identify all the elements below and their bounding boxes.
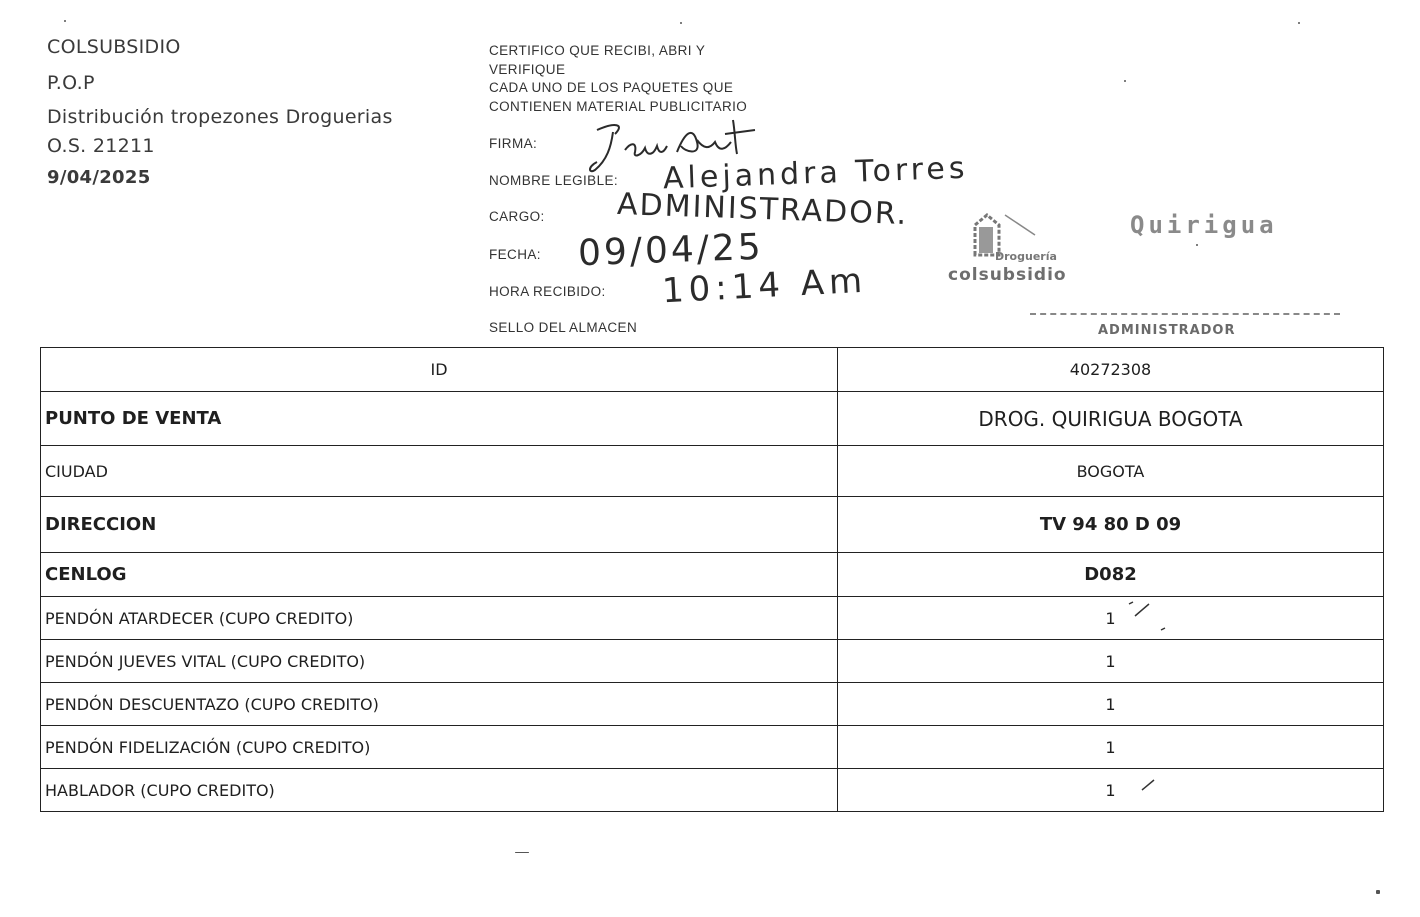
company-name: COLSUBSIDIO bbox=[47, 36, 181, 58]
sello-label: SELLO DEL ALMACEN bbox=[489, 320, 638, 335]
handwritten-hora: 10:14 Am bbox=[661, 260, 869, 312]
table-row bbox=[41, 392, 1384, 446]
order-number: O.S. 21211 bbox=[47, 135, 155, 157]
table-row bbox=[41, 348, 1384, 392]
row-label: PUNTO DE VENTA bbox=[41, 392, 838, 446]
row-value: TV 94 80 D 09 bbox=[838, 497, 1384, 553]
row-label: PENDÓN JUEVES VITAL (CUPO CREDITO) bbox=[41, 640, 838, 683]
scan-speck bbox=[515, 852, 529, 853]
fecha-label: FECHA: bbox=[489, 247, 541, 262]
check-mark-icon bbox=[1138, 774, 1168, 798]
stamp-brand-top: Droguería bbox=[995, 250, 1057, 263]
row-label: CIUDAD bbox=[41, 446, 838, 497]
row-value: 1 bbox=[838, 597, 1384, 640]
cargo-label: CARGO: bbox=[489, 209, 545, 224]
scan-speck bbox=[1298, 22, 1300, 24]
row-value: 1 bbox=[838, 640, 1384, 683]
check-mark-icon bbox=[1125, 598, 1175, 638]
row-label: PENDÓN FIDELIZACIÓN (CUPO CREDITO) bbox=[41, 726, 838, 769]
row-label: PENDÓN DESCUENTAZO (CUPO CREDITO) bbox=[41, 683, 838, 726]
cert-line-2: VERIFIQUE bbox=[489, 61, 566, 77]
store-stamp bbox=[940, 205, 1380, 345]
row-label: DIRECCION bbox=[41, 497, 838, 553]
table-row bbox=[41, 726, 1384, 769]
scan-speck bbox=[680, 22, 682, 24]
table-row bbox=[41, 683, 1384, 726]
table-row bbox=[41, 640, 1384, 683]
stamp-divider bbox=[1030, 313, 1340, 315]
scan-speck bbox=[1376, 890, 1380, 894]
firma-label: FIRMA: bbox=[489, 136, 538, 151]
hora-label: HORA RECIBIDO: bbox=[489, 284, 606, 299]
row-value: 40272308 bbox=[838, 348, 1384, 392]
cert-line-1: CERTIFICO QUE RECIBI, ABRI Y bbox=[489, 43, 706, 58]
table-row bbox=[41, 597, 1384, 640]
row-value: DROG. QUIRIGUA BOGOTA bbox=[838, 392, 1384, 446]
row-value: D082 bbox=[838, 553, 1384, 597]
table-row bbox=[41, 497, 1384, 553]
distribution-description: Distribución tropezones Droguerias bbox=[47, 106, 393, 128]
row-label: HABLADOR (CUPO CREDITO) bbox=[41, 769, 838, 812]
row-value: 1 bbox=[838, 683, 1384, 726]
table-row bbox=[41, 446, 1384, 497]
table-row bbox=[41, 769, 1384, 812]
cert-line-3: CADA UNO DE LOS PAQUETES QUE bbox=[489, 80, 734, 95]
handwritten-name: Alejandra Torres bbox=[662, 150, 970, 197]
row-label: PENDÓN ATARDECER (CUPO CREDITO) bbox=[41, 597, 838, 640]
stamp-brand: colsubsidio bbox=[948, 265, 1067, 285]
certification-statement bbox=[489, 42, 747, 116]
scan-speck bbox=[64, 20, 66, 22]
nombre-label: NOMBRE LEGIBLE: bbox=[489, 173, 619, 188]
row-value: BOGOTA bbox=[838, 446, 1384, 497]
pop-label: P.O.P bbox=[47, 72, 95, 94]
stamp-store-name: Quirigua bbox=[1130, 211, 1278, 239]
row-value: 1 bbox=[838, 769, 1384, 812]
handwritten-cargo: ADMINISTRADOR. bbox=[616, 186, 909, 233]
row-label: CENLOG bbox=[41, 553, 838, 597]
row-value: 1 bbox=[838, 726, 1384, 769]
scan-speck bbox=[1124, 80, 1126, 82]
document-date: 9/04/2025 bbox=[47, 167, 151, 188]
handwritten-fecha: 09/04/25 bbox=[577, 226, 765, 275]
scan-speck bbox=[1196, 244, 1198, 246]
row-label: ID bbox=[41, 348, 838, 392]
cert-line-4: CONTIENEN MATERIAL PUBLICITARIO bbox=[489, 98, 748, 114]
delivery-table bbox=[40, 347, 1384, 812]
stamp-role: ADMINISTRADOR bbox=[1098, 323, 1236, 338]
table-row bbox=[41, 553, 1384, 597]
